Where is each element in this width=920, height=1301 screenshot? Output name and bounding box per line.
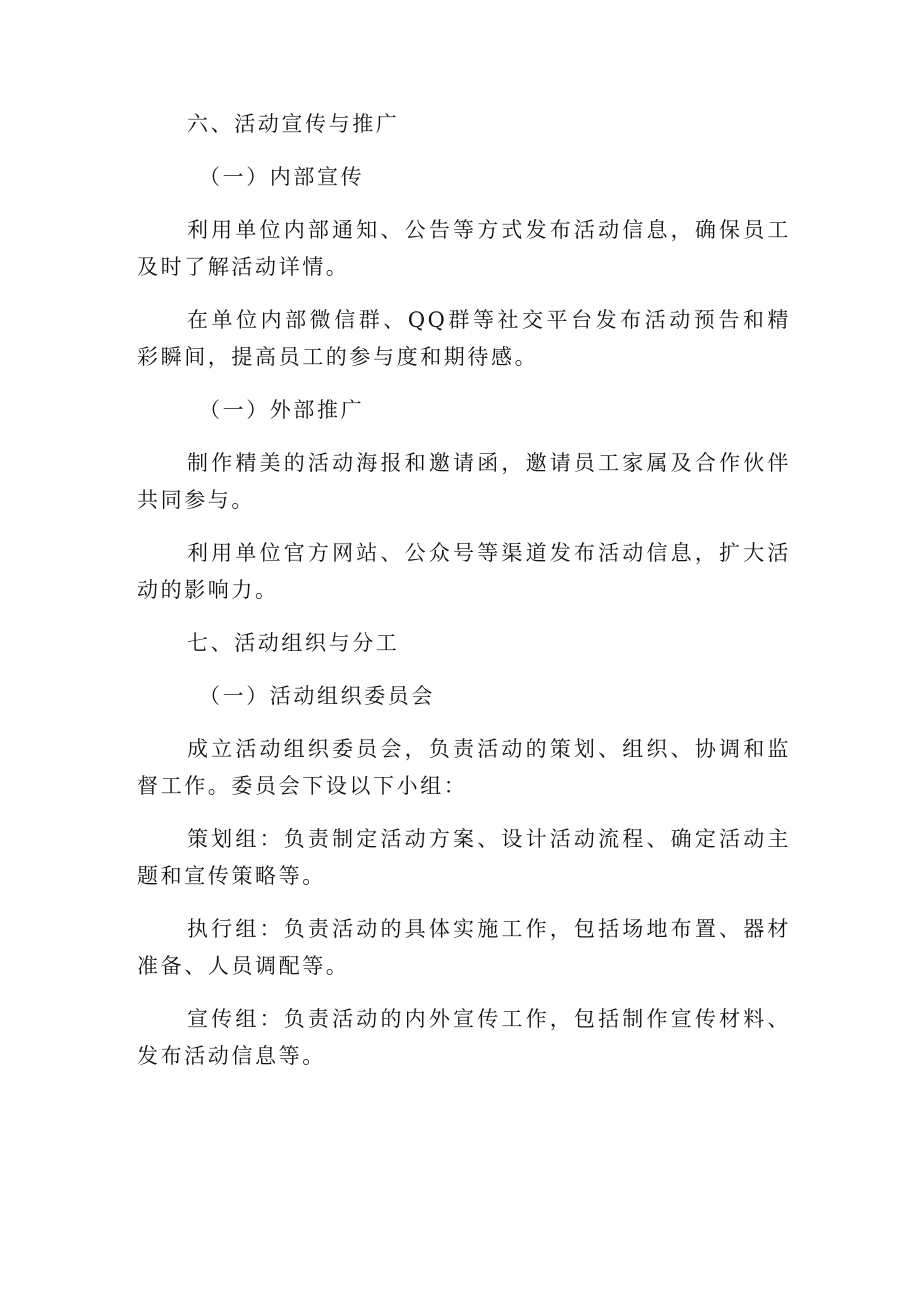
section-7-heading: 七、活动组织与分工 xyxy=(187,631,400,655)
paragraph: 在单位内部微信群、QQ群等社交平台发布活动预告和精彩瞬间，提高员工的参与度和期待感。 xyxy=(137,308,791,369)
organizing-committee-heading: （一）活动组织委员会 xyxy=(199,684,435,708)
paragraph: 执行组：负责活动的具体实施工作，包括场地布置、器材准备、人员调配等。 xyxy=(137,917,791,978)
section-6-heading: 六、活动宣传与推广 xyxy=(187,112,400,136)
paragraph: 成立活动组织委员会，负责活动的策划、组织、协调和监督工作。委员会下设以下小组： xyxy=(137,737,791,798)
paragraph: 利用单位官方网站、公众号等渠道发布活动信息，扩大活动的影响力。 xyxy=(137,541,791,602)
paragraph: 利用单位内部通知、公告等方式发布活动信息，确保员工及时了解活动详情。 xyxy=(137,218,791,279)
paragraph: 策划组：负责制定活动方案、设计活动流程、确定活动主题和宣传策略等。 xyxy=(137,827,791,888)
paragraph: 制作精美的活动海报和邀请函，邀请员工家属及合作伙伴共同参与。 xyxy=(137,451,791,512)
paragraph: 宣传组：负责活动的内外宣传工作，包括制作宣传材料、发布活动信息等。 xyxy=(137,1007,791,1068)
document-body xyxy=(137,106,791,1091)
internal-promotion-heading: （一）内部宣传 xyxy=(199,165,365,189)
external-promotion-heading: （一）外部推广 xyxy=(199,398,365,422)
